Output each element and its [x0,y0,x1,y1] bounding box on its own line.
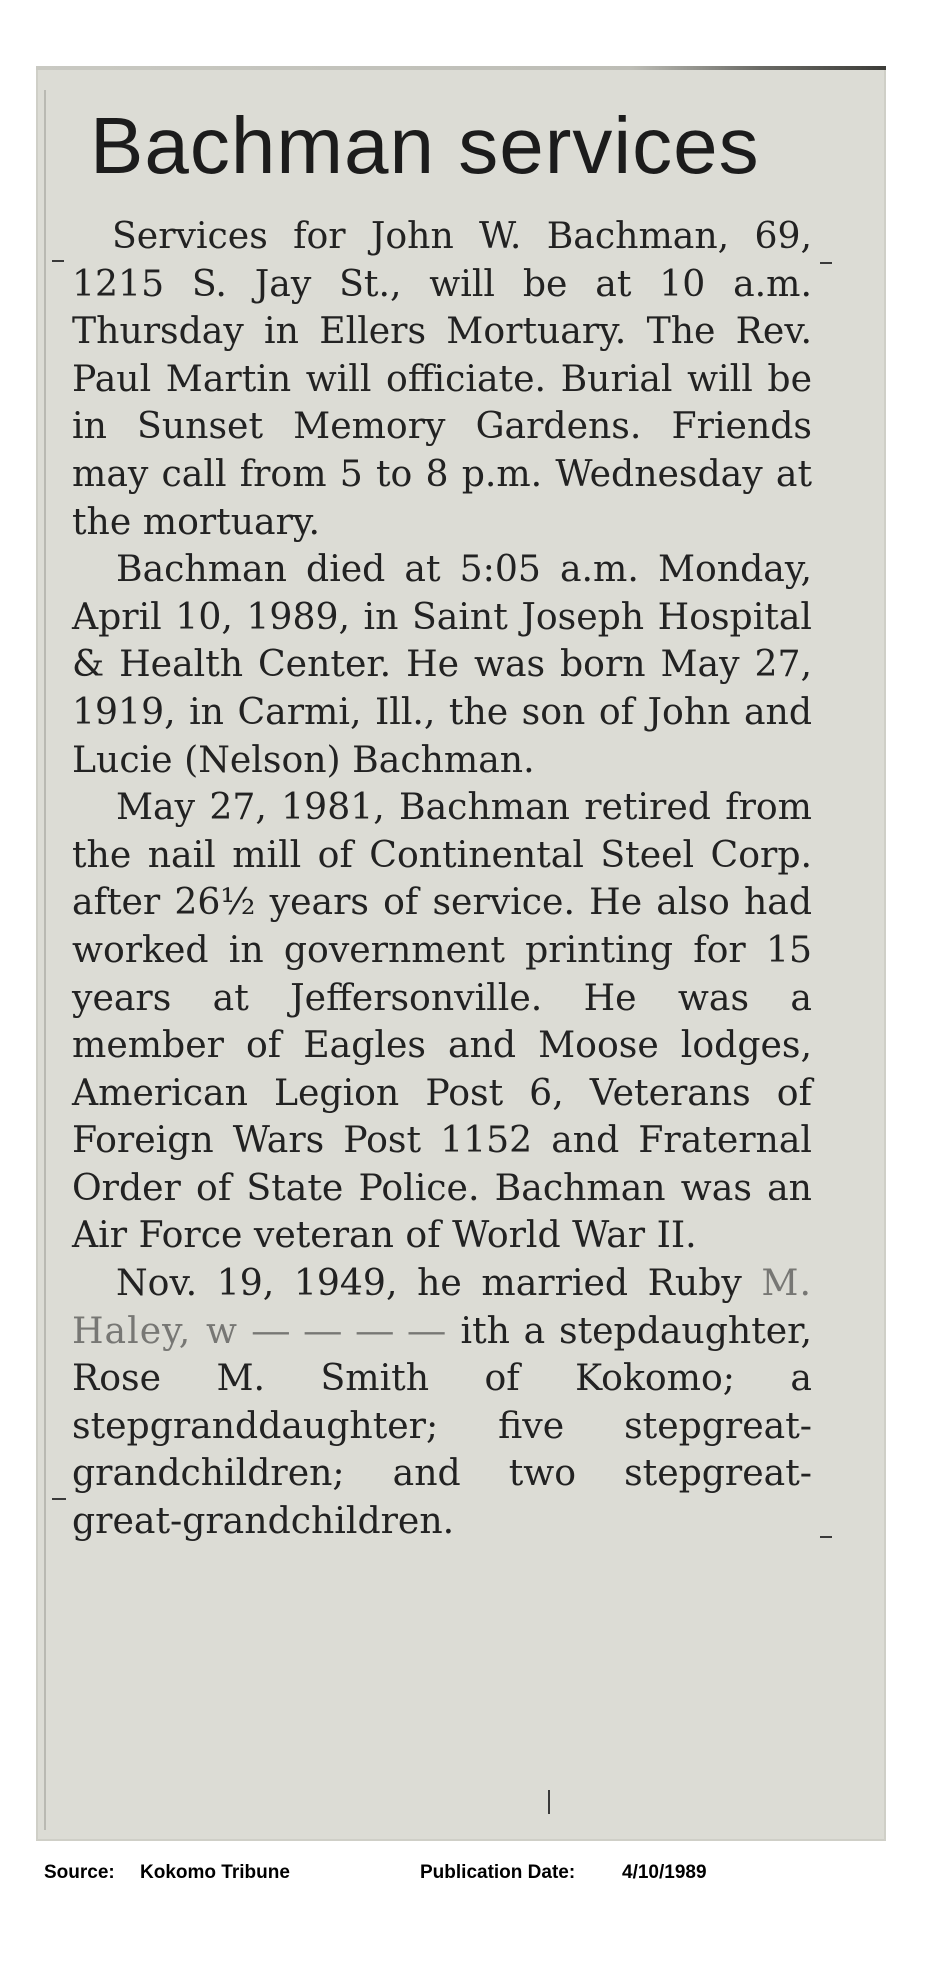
article-headline: Bachman services [90,101,760,190]
print-mark [548,1790,550,1814]
print-mark [820,1536,832,1538]
source-value: Kokomo Tribune [140,1862,290,1883]
source-label: Source: [44,1862,115,1883]
final-paragraph-start: Nov. 19, 1949, he married Ruby [116,1261,742,1305]
final-paragraph-rest: stepdaughter, Rose M. Smith of Kokomo; a stepgranddaughter; five stepgreat-grandchildren; and two stepgreat-great-grandchildren. [72,1308,812,1543]
article-paragraph: May 27, 1981, Bachman retired from the nail mill of Continental Steel Corp. after 26½ years of service. He also had worked in government printing for 15 years at Jeffersonville. He was a member of Eagles and Moose lodges, American Legion Post 6, Veterans of Foreign Wars Post 1152 and Fraternal Order of State Police. Bachman was an Air Force veteran of World War II. [72,785,812,1257]
source-footer [44,1862,904,1892]
damaged-text: M. Haley, w [72,1261,812,1352]
damaged-text-gap: ― ― ― ― [238,1308,461,1352]
print-mark [52,1498,66,1500]
article-body [72,212,812,1545]
article-paragraph-final [72,1259,812,1545]
publication-date-value: 4/10/1989 [622,1862,707,1883]
article-paragraph: Services for John W. Bachman, 69, 1215 S. Jay St., will be at 10 a.m. Thursday in Ellers Mortuary. The Rev. Paul Martin will officiate. Burial will be in Sunset Memory Gardens. Friends may call from 5 to 8 p.m. Wednesday at the mortuary. [72,214,812,543]
print-mark [820,262,832,264]
clipping-column-rule [44,90,46,1830]
article-paragraph: Bachman died at 5:05 a.m. Monday, April 10, 1989, in Saint Joseph Hospital & Health Center. He was born May 27, 1919, in Carmi, Ill., the son of John and Lucie (Nelson) Bachman. [72,547,812,781]
clipping-top-rule [36,66,886,70]
publication-date-label: Publication Date: [420,1862,576,1883]
damaged-text-end: ith a [460,1308,546,1352]
print-mark [52,260,64,262]
